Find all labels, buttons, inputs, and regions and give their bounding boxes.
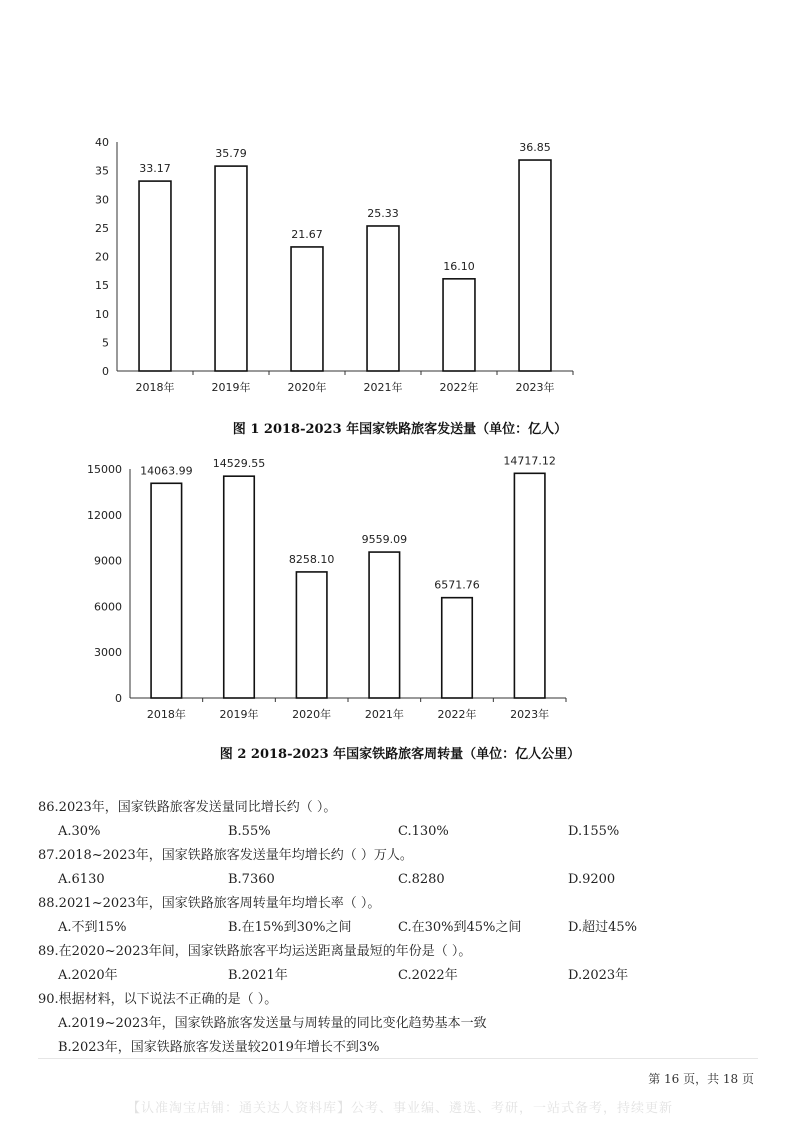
bar bbox=[369, 552, 400, 698]
data-label: 16.10 bbox=[443, 259, 475, 273]
data-label: 14063.99 bbox=[140, 464, 193, 478]
question-list bbox=[38, 796, 758, 1060]
passenger-turnover-bar-chart bbox=[0, 448, 800, 728]
y-tick-label: 15 bbox=[95, 279, 109, 293]
option-a: A.6130 bbox=[58, 872, 105, 887]
bar bbox=[224, 476, 255, 698]
bar bbox=[291, 247, 323, 371]
option-c: C.在30%到45%之间 bbox=[398, 920, 522, 935]
y-tick-label: 10 bbox=[95, 307, 109, 321]
y-tick-label: 0 bbox=[102, 365, 109, 378]
question-stem: 88.2021~2023年，国家铁路旅客周转量年均增长率（ ）。 bbox=[38, 896, 381, 911]
question-87 bbox=[38, 844, 758, 892]
x-tick-label: 2019年 bbox=[219, 708, 259, 721]
bar bbox=[367, 226, 399, 371]
y-tick-label: 40 bbox=[95, 136, 109, 149]
option-a: A.30% bbox=[58, 824, 101, 839]
y-tick-label: 15000 bbox=[87, 463, 122, 476]
x-tick-label: 2020年 bbox=[292, 708, 332, 721]
bar bbox=[215, 166, 247, 371]
option-c: C.8280 bbox=[398, 872, 445, 887]
x-tick-label: 2020年 bbox=[287, 381, 327, 394]
bar bbox=[443, 279, 475, 371]
option-d: D.155% bbox=[568, 824, 620, 839]
bar bbox=[296, 572, 327, 698]
data-label: 33.17 bbox=[139, 162, 171, 176]
watermark-text: 【认准淘宝店铺：通关达人资料库】公考、事业编、遴选、考研，一站式备考，持续更新 bbox=[126, 1101, 673, 1116]
option-row bbox=[38, 964, 758, 988]
page-number: 第 16 页，共 18 页 bbox=[648, 1072, 754, 1086]
data-label: 14529.55 bbox=[212, 457, 266, 471]
option-row bbox=[38, 916, 758, 940]
y-tick-label: 30 bbox=[95, 193, 109, 207]
question-stem: 89.在2020~2023年间，国家铁路旅客平均运送距离量最短的年份是（ ）。 bbox=[38, 944, 472, 959]
x-tick-label: 2023年 bbox=[510, 708, 550, 721]
data-label: 14717.12 bbox=[503, 454, 556, 468]
option-d: D.超过45% bbox=[568, 920, 637, 935]
option-b: B.2021年 bbox=[228, 968, 288, 983]
question-stem: 87.2018~2023年，国家铁路旅客发送量年均增长约（ ）万人。 bbox=[38, 848, 413, 863]
option-a: A.2020年 bbox=[58, 968, 118, 983]
option-row bbox=[38, 868, 758, 892]
x-tick-label: 2021年 bbox=[363, 381, 403, 394]
y-tick-label: 5 bbox=[102, 336, 109, 350]
y-tick-label: 0 bbox=[115, 692, 122, 705]
y-tick-label: 20 bbox=[95, 250, 109, 264]
data-label: 35.79 bbox=[215, 147, 247, 161]
question-90 bbox=[38, 988, 758, 1060]
passenger-volume-bar-chart bbox=[0, 120, 800, 400]
question-stem: 90.根据材料，以下说法不正确的是（ ）。 bbox=[38, 992, 278, 1007]
y-tick-label: 9000 bbox=[94, 554, 122, 568]
data-label: 8258.10 bbox=[288, 552, 335, 566]
x-tick-label: 2023年 bbox=[515, 381, 555, 394]
data-label: 36.85 bbox=[519, 141, 551, 155]
y-tick-label: 3000 bbox=[94, 646, 122, 660]
option-b: B.7360 bbox=[228, 872, 275, 887]
y-tick-label: 35 bbox=[95, 164, 109, 178]
figure1-caption: 图 1 2018-2023 年国家铁路旅客发送量（单位：亿人） bbox=[232, 422, 568, 437]
chart-passenger-volume bbox=[0, 120, 800, 400]
x-tick-label: 2018年 bbox=[146, 708, 186, 721]
option-a: A.不到15% bbox=[58, 920, 127, 935]
option-b: B.在15%到30%之间 bbox=[228, 920, 352, 935]
option-b: B.55% bbox=[228, 824, 271, 839]
x-tick-label: 2022年 bbox=[437, 708, 477, 721]
bar bbox=[442, 598, 473, 698]
option-row bbox=[38, 820, 758, 844]
x-tick-label: 2021年 bbox=[364, 708, 404, 721]
data-label: 6571.76 bbox=[434, 578, 480, 592]
bar bbox=[151, 483, 182, 698]
figure2-caption: 图 2 2018-2023 年国家铁路旅客周转量（单位：亿人公里） bbox=[219, 747, 581, 762]
footer-divider bbox=[38, 1058, 758, 1059]
y-tick-label: 12000 bbox=[87, 508, 122, 522]
data-label: 21.67 bbox=[291, 227, 323, 241]
y-tick-label: 6000 bbox=[94, 600, 122, 614]
question-88 bbox=[38, 892, 758, 940]
y-tick-label: 25 bbox=[95, 221, 109, 235]
data-label: 25.33 bbox=[367, 206, 399, 220]
x-tick-label: 2018年 bbox=[135, 381, 175, 394]
option-d: D.9200 bbox=[568, 872, 616, 887]
option-a: A.2019~2023年，国家铁路旅客发送量与周转量的同比变化趋势基本一致 bbox=[58, 1016, 487, 1031]
chart-passenger-turnover bbox=[0, 448, 800, 728]
question-stem: 86.2023年，国家铁路旅客发送量同比增长约（ ）。 bbox=[38, 800, 337, 815]
x-tick-label: 2019年 bbox=[211, 381, 251, 394]
bar bbox=[139, 181, 171, 371]
data-label: 9559.09 bbox=[361, 533, 408, 547]
question-89 bbox=[38, 940, 758, 988]
option-b: B.2023年，国家铁路旅客发送量较2019年增长不到3% bbox=[58, 1040, 380, 1055]
option-d: D.2023年 bbox=[568, 968, 629, 983]
bar bbox=[519, 160, 551, 371]
bar bbox=[514, 473, 545, 698]
question-86 bbox=[38, 796, 758, 844]
x-tick-label: 2022年 bbox=[439, 381, 479, 394]
option-c: C.130% bbox=[398, 824, 449, 839]
option-c: C.2022年 bbox=[398, 968, 458, 983]
